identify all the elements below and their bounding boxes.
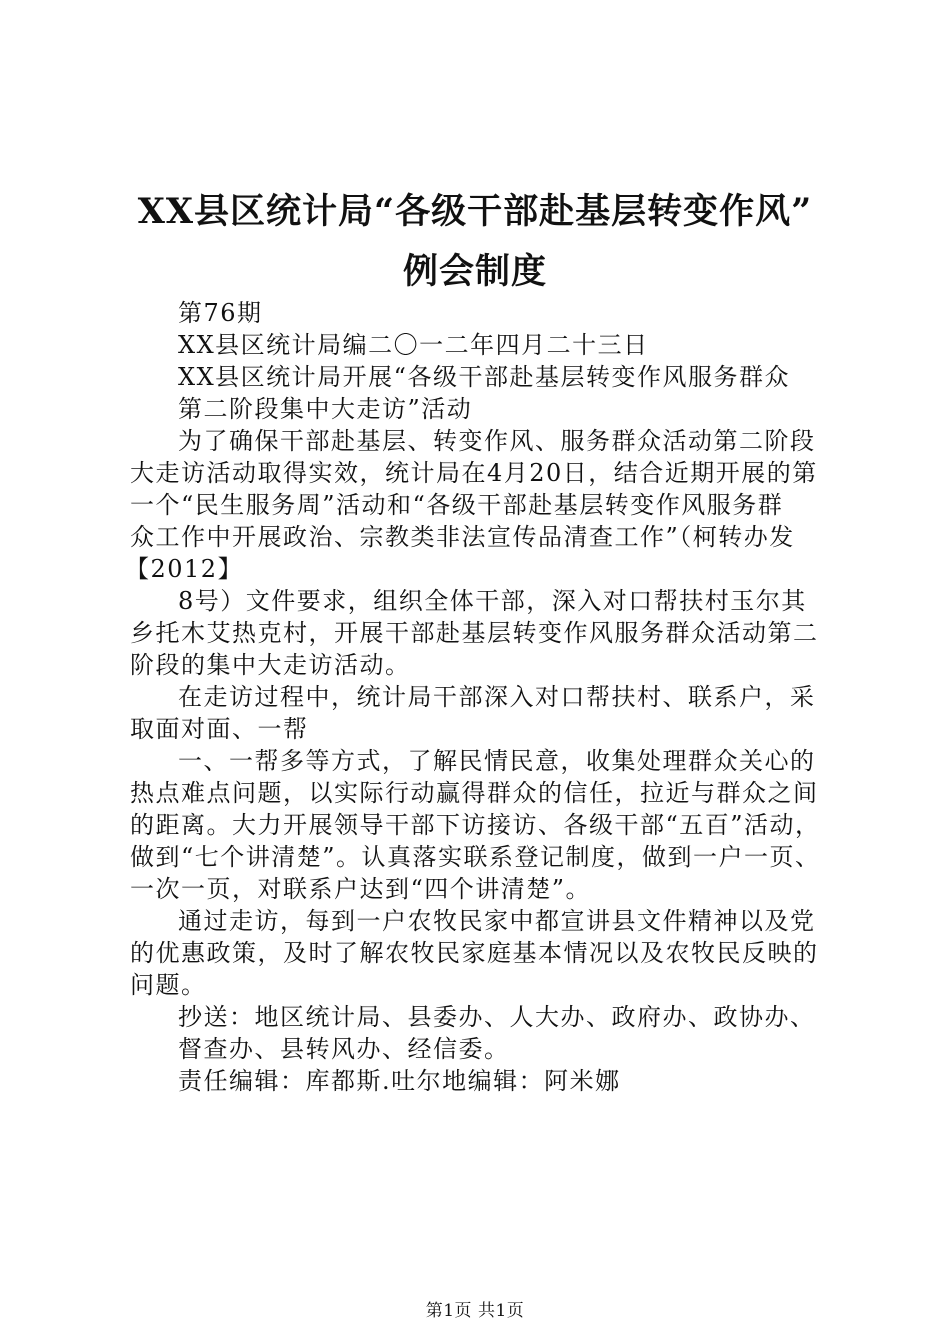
document-title-line-2: 例会制度	[402, 251, 547, 292]
paragraph-line: 在走访过程中，统计局干部深入对口帮扶村、联系户，采	[178, 683, 816, 711]
paragraph-line: 通过走访，每到一户农牧民家中都宣讲县文件精神以及党	[178, 907, 816, 935]
paragraph-line: 问题。	[130, 971, 207, 999]
subtitle-line-1: XX县区统计局开展“各级干部赴基层转变作风服务群众	[178, 363, 790, 391]
paragraph-line: 一次一页，对联系户达到“四个讲清楚”。	[130, 875, 592, 903]
paragraph-line: 做到“七个讲清楚”。认真落实联系登记制度，做到一户一页、	[130, 843, 821, 871]
page-footer: 第1页 共1页	[425, 1301, 525, 1321]
paragraph-line: 乡托木艾热克村，开展干部赴基层转变作风服务群众活动第二	[130, 619, 819, 647]
paragraph-line: 阶段的集中大走访活动。	[130, 651, 411, 679]
paragraph-line: 众工作中开展政治、宗教类非法宣传品清查工作”（柯转办发	[130, 523, 795, 551]
paragraph-line: 取面对面、一帮	[130, 715, 309, 743]
paragraph-line: 8号）文件要求，组织全体干部，深入对口帮扶村玉尔其	[178, 587, 807, 615]
editor-line: 责任编辑：库都斯.吐尔地编辑：阿米娜	[178, 1067, 621, 1095]
issue-number: 第76期	[178, 299, 263, 327]
subtitle-line-2: 第二阶段集中大走访”活动	[178, 395, 473, 423]
paragraph-line: 一、一帮多等方式，了解民情民意，收集处理群众关心的	[178, 747, 816, 775]
paragraph-line: 【2012】	[125, 555, 244, 583]
document-title-line-1: XX县区统计局“各级干部赴基层转变作风”	[137, 191, 813, 232]
cc-line-1: 抄送：地区统计局、县委办、人大办、政府办、政协办、	[178, 1003, 816, 1031]
paragraph-line: 的距离。大力开展领导干部下访接访、各级干部“五百”活动，	[130, 811, 821, 839]
paragraph-line: 的优惠政策，及时了解农牧民家庭基本情况以及农牧民反映的	[130, 939, 819, 967]
paragraph-line: 为了确保干部赴基层、转变作风、服务群众活动第二阶段	[178, 427, 816, 455]
paragraph-line: 一个“民生服务周”活动和“各级干部赴基层转变作风服务群	[130, 491, 784, 519]
paragraph-line: 大走访活动取得实效，统计局在4月20日，结合近期开展的第	[130, 459, 818, 487]
issue-date-line: XX县区统计局编二〇一二年四月二十三日	[178, 331, 649, 359]
paragraph-line: 热点难点问题，以实际行动赢得群众的信任，拉近与群众之间	[130, 779, 819, 807]
cc-line-2: 督查办、县转风办、经信委。	[178, 1035, 510, 1063]
document-body	[125, 297, 835, 1097]
